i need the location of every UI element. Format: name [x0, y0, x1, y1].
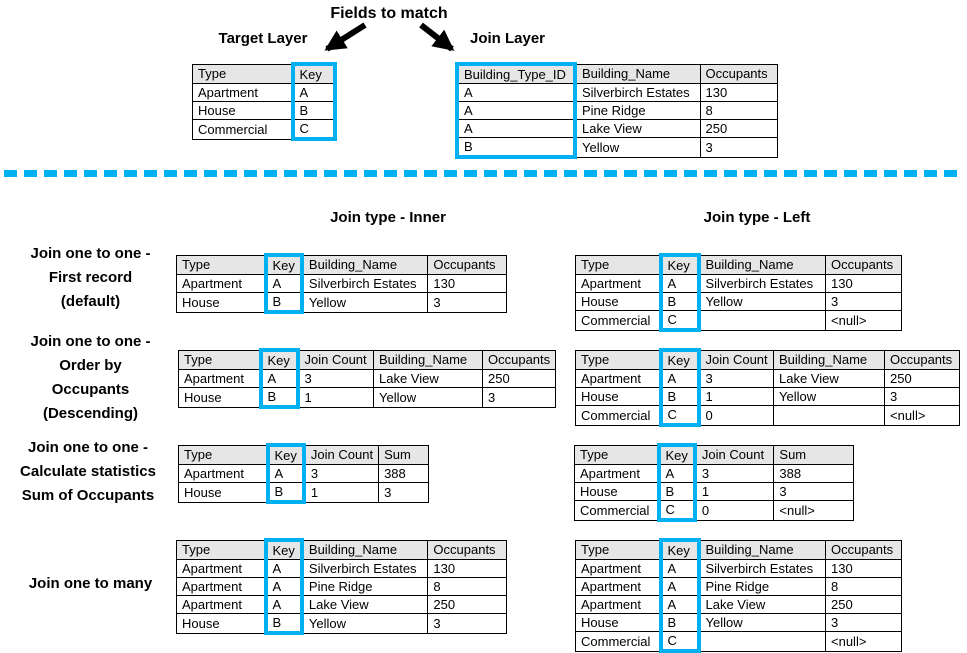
table-cell: B	[457, 138, 575, 158]
table-cell: 3	[700, 138, 777, 158]
column-header: Key	[266, 255, 302, 275]
table-cell: 130	[428, 560, 507, 578]
column-header: Type	[575, 445, 659, 465]
column-header: Type	[193, 64, 293, 84]
table-cell: 3	[428, 293, 507, 313]
table-cell: Pine Ridge	[302, 578, 428, 596]
dashed-separator	[4, 170, 962, 177]
table-cell: A	[266, 275, 302, 293]
table-row	[576, 596, 902, 614]
table-cell: Commercial	[193, 120, 293, 140]
column-header: Key	[661, 350, 699, 370]
table-cell: <null>	[774, 501, 854, 521]
table-cell: 1	[298, 388, 374, 408]
label-line: Calculate statistics	[20, 463, 156, 480]
table-row	[177, 560, 507, 578]
table-row	[457, 138, 777, 158]
table-row	[576, 275, 902, 293]
table-cell: 250	[428, 596, 507, 614]
header-row	[179, 445, 429, 465]
table-cell: A	[661, 560, 699, 578]
table-row	[576, 632, 902, 652]
column-header: Join Count	[699, 350, 774, 370]
table-cell: 1	[304, 483, 379, 503]
column-header: Type	[576, 255, 661, 275]
table-cell: Commercial	[576, 311, 661, 331]
column-header: Building_Name	[699, 540, 826, 560]
inner-statistics-table	[178, 443, 429, 504]
table-row	[177, 614, 507, 634]
table-cell: <null>	[826, 632, 902, 652]
table-cell: A	[293, 84, 335, 102]
left-order-by-table	[575, 348, 960, 427]
label-line: Join one to one -	[30, 333, 151, 350]
table-cell	[699, 632, 826, 652]
column-header: Key	[661, 540, 699, 560]
table-cell: Apartment	[177, 560, 266, 578]
table-row	[575, 465, 854, 483]
target-layer-title: Target Layer	[218, 30, 308, 47]
table-cell: B	[659, 483, 695, 501]
table-cell: Apartment	[179, 465, 268, 483]
column-header: Building_Name	[302, 255, 428, 275]
table-cell: 250	[826, 596, 902, 614]
left-statistics-table	[574, 443, 854, 522]
table-cell: A	[659, 465, 695, 483]
label-line: (default)	[60, 293, 121, 310]
label-line: Occupants	[51, 381, 130, 398]
table-cell: A	[661, 578, 699, 596]
table-cell: 130	[826, 560, 902, 578]
row-label-order-by	[8, 330, 173, 426]
table-cell: B	[261, 388, 298, 408]
table-cell: Commercial	[576, 406, 661, 426]
table-cell: 1	[699, 388, 774, 406]
table-row	[177, 596, 507, 614]
column-header: Join Count	[695, 445, 774, 465]
table-cell: House	[576, 293, 661, 311]
table-row	[575, 501, 854, 521]
table-cell: House	[177, 614, 266, 634]
table-cell: Apartment	[576, 370, 661, 388]
join-layer-table	[455, 62, 778, 159]
column-header: Type	[576, 540, 661, 560]
table-cell: B	[266, 293, 302, 313]
column-header: Key	[659, 445, 695, 465]
left-statistics	[574, 443, 854, 522]
column-header: Building_Name	[302, 540, 428, 560]
table-cell: House	[575, 483, 659, 501]
table-cell: A	[266, 596, 302, 614]
table-cell: C	[661, 632, 699, 652]
inner-one-to-many	[176, 538, 507, 635]
column-header: Type	[179, 350, 261, 370]
table-row	[576, 388, 960, 406]
table-cell: 250	[700, 120, 777, 138]
table-cell: B	[293, 102, 335, 120]
table-row	[457, 84, 777, 102]
column-header: Occupants	[483, 350, 556, 370]
label-line: Join one to many	[28, 575, 153, 592]
column-header: Type	[177, 540, 266, 560]
header-row	[457, 64, 777, 84]
row-label-one-to-many	[8, 572, 173, 596]
label-line: First record	[48, 269, 133, 286]
table-cell: C	[293, 120, 335, 140]
table-cell: House	[179, 388, 261, 408]
table-cell: Silverbirch Estates	[302, 275, 428, 293]
inner-statistics	[178, 443, 429, 504]
column-header: Type	[576, 350, 661, 370]
table-cell: A	[661, 596, 699, 614]
table-cell: 130	[826, 275, 902, 293]
table-cell: Yellow	[774, 388, 885, 406]
table-row	[179, 483, 429, 503]
column-header: Building_Type_ID	[457, 64, 575, 84]
label-line: Order by	[59, 357, 122, 374]
table-cell: B	[661, 388, 699, 406]
table-cell: 8	[428, 578, 507, 596]
table-cell: Lake View	[302, 596, 428, 614]
row-label-first-record	[8, 242, 173, 314]
table-cell: Apartment	[576, 560, 661, 578]
table-cell: A	[268, 465, 304, 483]
table-cell: A	[457, 120, 575, 138]
header-row	[575, 445, 854, 465]
table-cell: A	[661, 370, 699, 388]
table-row	[177, 578, 507, 596]
column-header: Occupants	[826, 540, 902, 560]
label-line: Join one to one -	[30, 245, 151, 262]
table-cell: House	[576, 388, 661, 406]
table-row	[179, 370, 556, 388]
table-cell: House	[179, 483, 268, 503]
header-row	[576, 350, 960, 370]
table-row	[179, 465, 429, 483]
table-cell: Yellow	[575, 138, 700, 158]
column-header: Key	[293, 64, 335, 84]
table-cell: 8	[826, 578, 902, 596]
table-cell: Pine Ridge	[575, 102, 700, 120]
left-first-record	[575, 253, 902, 332]
table-cell: 130	[428, 275, 507, 293]
table-cell: 3	[699, 370, 774, 388]
table-cell: House	[193, 102, 293, 120]
table-row	[179, 388, 556, 408]
table-cell: 388	[774, 465, 854, 483]
row-label-statistics	[2, 436, 174, 508]
table-cell: Apartment	[576, 578, 661, 596]
table-row	[193, 102, 335, 120]
table-cell: 3	[379, 483, 429, 503]
table-cell: Lake View	[699, 596, 826, 614]
table-cell: A	[661, 275, 699, 293]
column-header: Key	[268, 445, 304, 465]
left-one-to-many-table	[575, 538, 902, 653]
column-header: Building_Name	[699, 255, 826, 275]
table-row	[576, 370, 960, 388]
table-row	[575, 483, 854, 501]
table-cell: Apartment	[177, 596, 266, 614]
table-cell: Silverbirch Estates	[699, 560, 826, 578]
join-type-inner-header: Join type - Inner	[330, 209, 446, 226]
column-header: Key	[261, 350, 298, 370]
column-header: Building_Name	[374, 350, 483, 370]
join-type-left-header: Join type - Left	[703, 209, 811, 226]
table-cell: Apartment	[177, 578, 266, 596]
table-cell: 3	[483, 388, 556, 408]
table-cell: 250	[483, 370, 556, 388]
left-first-record-table	[575, 253, 902, 332]
table-row	[576, 614, 902, 632]
arrow-to-join-key-icon	[421, 25, 452, 49]
column-header: Occupants	[885, 350, 960, 370]
table-row	[457, 102, 777, 120]
table-cell: B	[661, 614, 699, 632]
table-cell: Lake View	[575, 120, 700, 138]
table-cell: Yellow	[302, 614, 428, 634]
target-layer-table	[192, 62, 337, 141]
table-cell: 1	[695, 483, 774, 501]
table-cell: 8	[700, 102, 777, 120]
inner-first-record	[176, 253, 507, 314]
left-one-to-many	[575, 538, 902, 653]
table-cell: Silverbirch Estates	[575, 84, 700, 102]
table-cell: Apartment	[575, 465, 659, 483]
table-cell: 3	[304, 465, 379, 483]
header-row	[193, 64, 335, 84]
table-row	[177, 293, 507, 313]
table-cell: 3	[885, 388, 960, 406]
label-line: (Descending)	[42, 405, 138, 422]
table-cell: 3	[695, 465, 774, 483]
fields-to-match-label: Fields to match	[330, 5, 448, 22]
column-header: Type	[179, 445, 268, 465]
table-cell: <null>	[826, 311, 902, 331]
table-cell: 0	[695, 501, 774, 521]
table-cell: Apartment	[576, 275, 661, 293]
table-cell: C	[659, 501, 695, 521]
table-cell: Yellow	[699, 293, 826, 311]
table-cell: Apartment	[576, 596, 661, 614]
table-cell: Lake View	[774, 370, 885, 388]
table-cell	[699, 311, 826, 331]
column-header: Sum	[774, 445, 854, 465]
column-header: Occupants	[428, 540, 507, 560]
header-row	[179, 350, 556, 370]
table-row	[576, 578, 902, 596]
table-cell: Apartment	[193, 84, 293, 102]
table-cell: 3	[826, 614, 902, 632]
column-header: Key	[266, 540, 302, 560]
join-layer	[455, 62, 778, 159]
table-cell: 250	[885, 370, 960, 388]
table-cell: Commercial	[575, 501, 659, 521]
column-header: Join Count	[304, 445, 379, 465]
table-row	[576, 560, 902, 578]
table-row	[457, 120, 777, 138]
table-cell: 3	[428, 614, 507, 634]
table-cell	[774, 406, 885, 426]
table-row	[576, 293, 902, 311]
table-cell: Apartment	[177, 275, 266, 293]
table-row	[576, 311, 902, 331]
table-cell: Yellow	[374, 388, 483, 408]
table-row	[576, 406, 960, 426]
left-order-by	[575, 348, 960, 427]
table-cell: Pine Ridge	[699, 578, 826, 596]
table-cell: C	[661, 311, 699, 331]
table-cell: A	[266, 578, 302, 596]
inner-one-to-many-table	[176, 538, 507, 635]
table-cell: <null>	[885, 406, 960, 426]
header-row	[177, 255, 507, 275]
inner-first-record-table	[176, 253, 507, 314]
label-line: Sum of Occupants	[21, 487, 155, 504]
label-line: Join one to one -	[28, 439, 148, 456]
table-cell: 3	[774, 483, 854, 501]
table-cell: Yellow	[699, 614, 826, 632]
inner-order-by	[178, 348, 556, 409]
table-cell: 3	[298, 370, 374, 388]
column-header: Occupants	[428, 255, 507, 275]
column-header: Occupants	[826, 255, 902, 275]
table-row	[177, 275, 507, 293]
table-row	[193, 84, 335, 102]
table-cell: A	[457, 102, 575, 120]
table-cell: B	[268, 483, 304, 503]
column-header: Join Count	[298, 350, 374, 370]
table-cell: Commercial	[576, 632, 661, 652]
table-cell: A	[261, 370, 298, 388]
table-cell: 0	[699, 406, 774, 426]
table-cell: A	[457, 84, 575, 102]
join-layer-title: Join Layer	[469, 30, 546, 47]
column-header: Occupants	[700, 64, 777, 84]
table-cell: 3	[826, 293, 902, 311]
table-cell: 388	[379, 465, 429, 483]
table-cell: Silverbirch Estates	[699, 275, 826, 293]
table-cell: 130	[700, 84, 777, 102]
header-row	[576, 540, 902, 560]
table-cell: A	[266, 560, 302, 578]
table-cell: C	[661, 406, 699, 426]
table-cell: B	[266, 614, 302, 634]
table-cell: Apartment	[179, 370, 261, 388]
table-row	[193, 120, 335, 140]
table-cell: B	[661, 293, 699, 311]
target-layer	[192, 62, 337, 141]
header-row	[177, 540, 507, 560]
column-header: Sum	[379, 445, 429, 465]
column-header: Key	[661, 255, 699, 275]
table-cell: Yellow	[302, 293, 428, 313]
header-row	[576, 255, 902, 275]
inner-order-by-table	[178, 348, 556, 409]
table-cell: House	[177, 293, 266, 313]
table-cell: House	[576, 614, 661, 632]
table-cell: Lake View	[374, 370, 483, 388]
column-header: Building_Name	[774, 350, 885, 370]
table-cell: Silverbirch Estates	[302, 560, 428, 578]
column-header: Building_Name	[575, 64, 700, 84]
column-header: Type	[177, 255, 266, 275]
